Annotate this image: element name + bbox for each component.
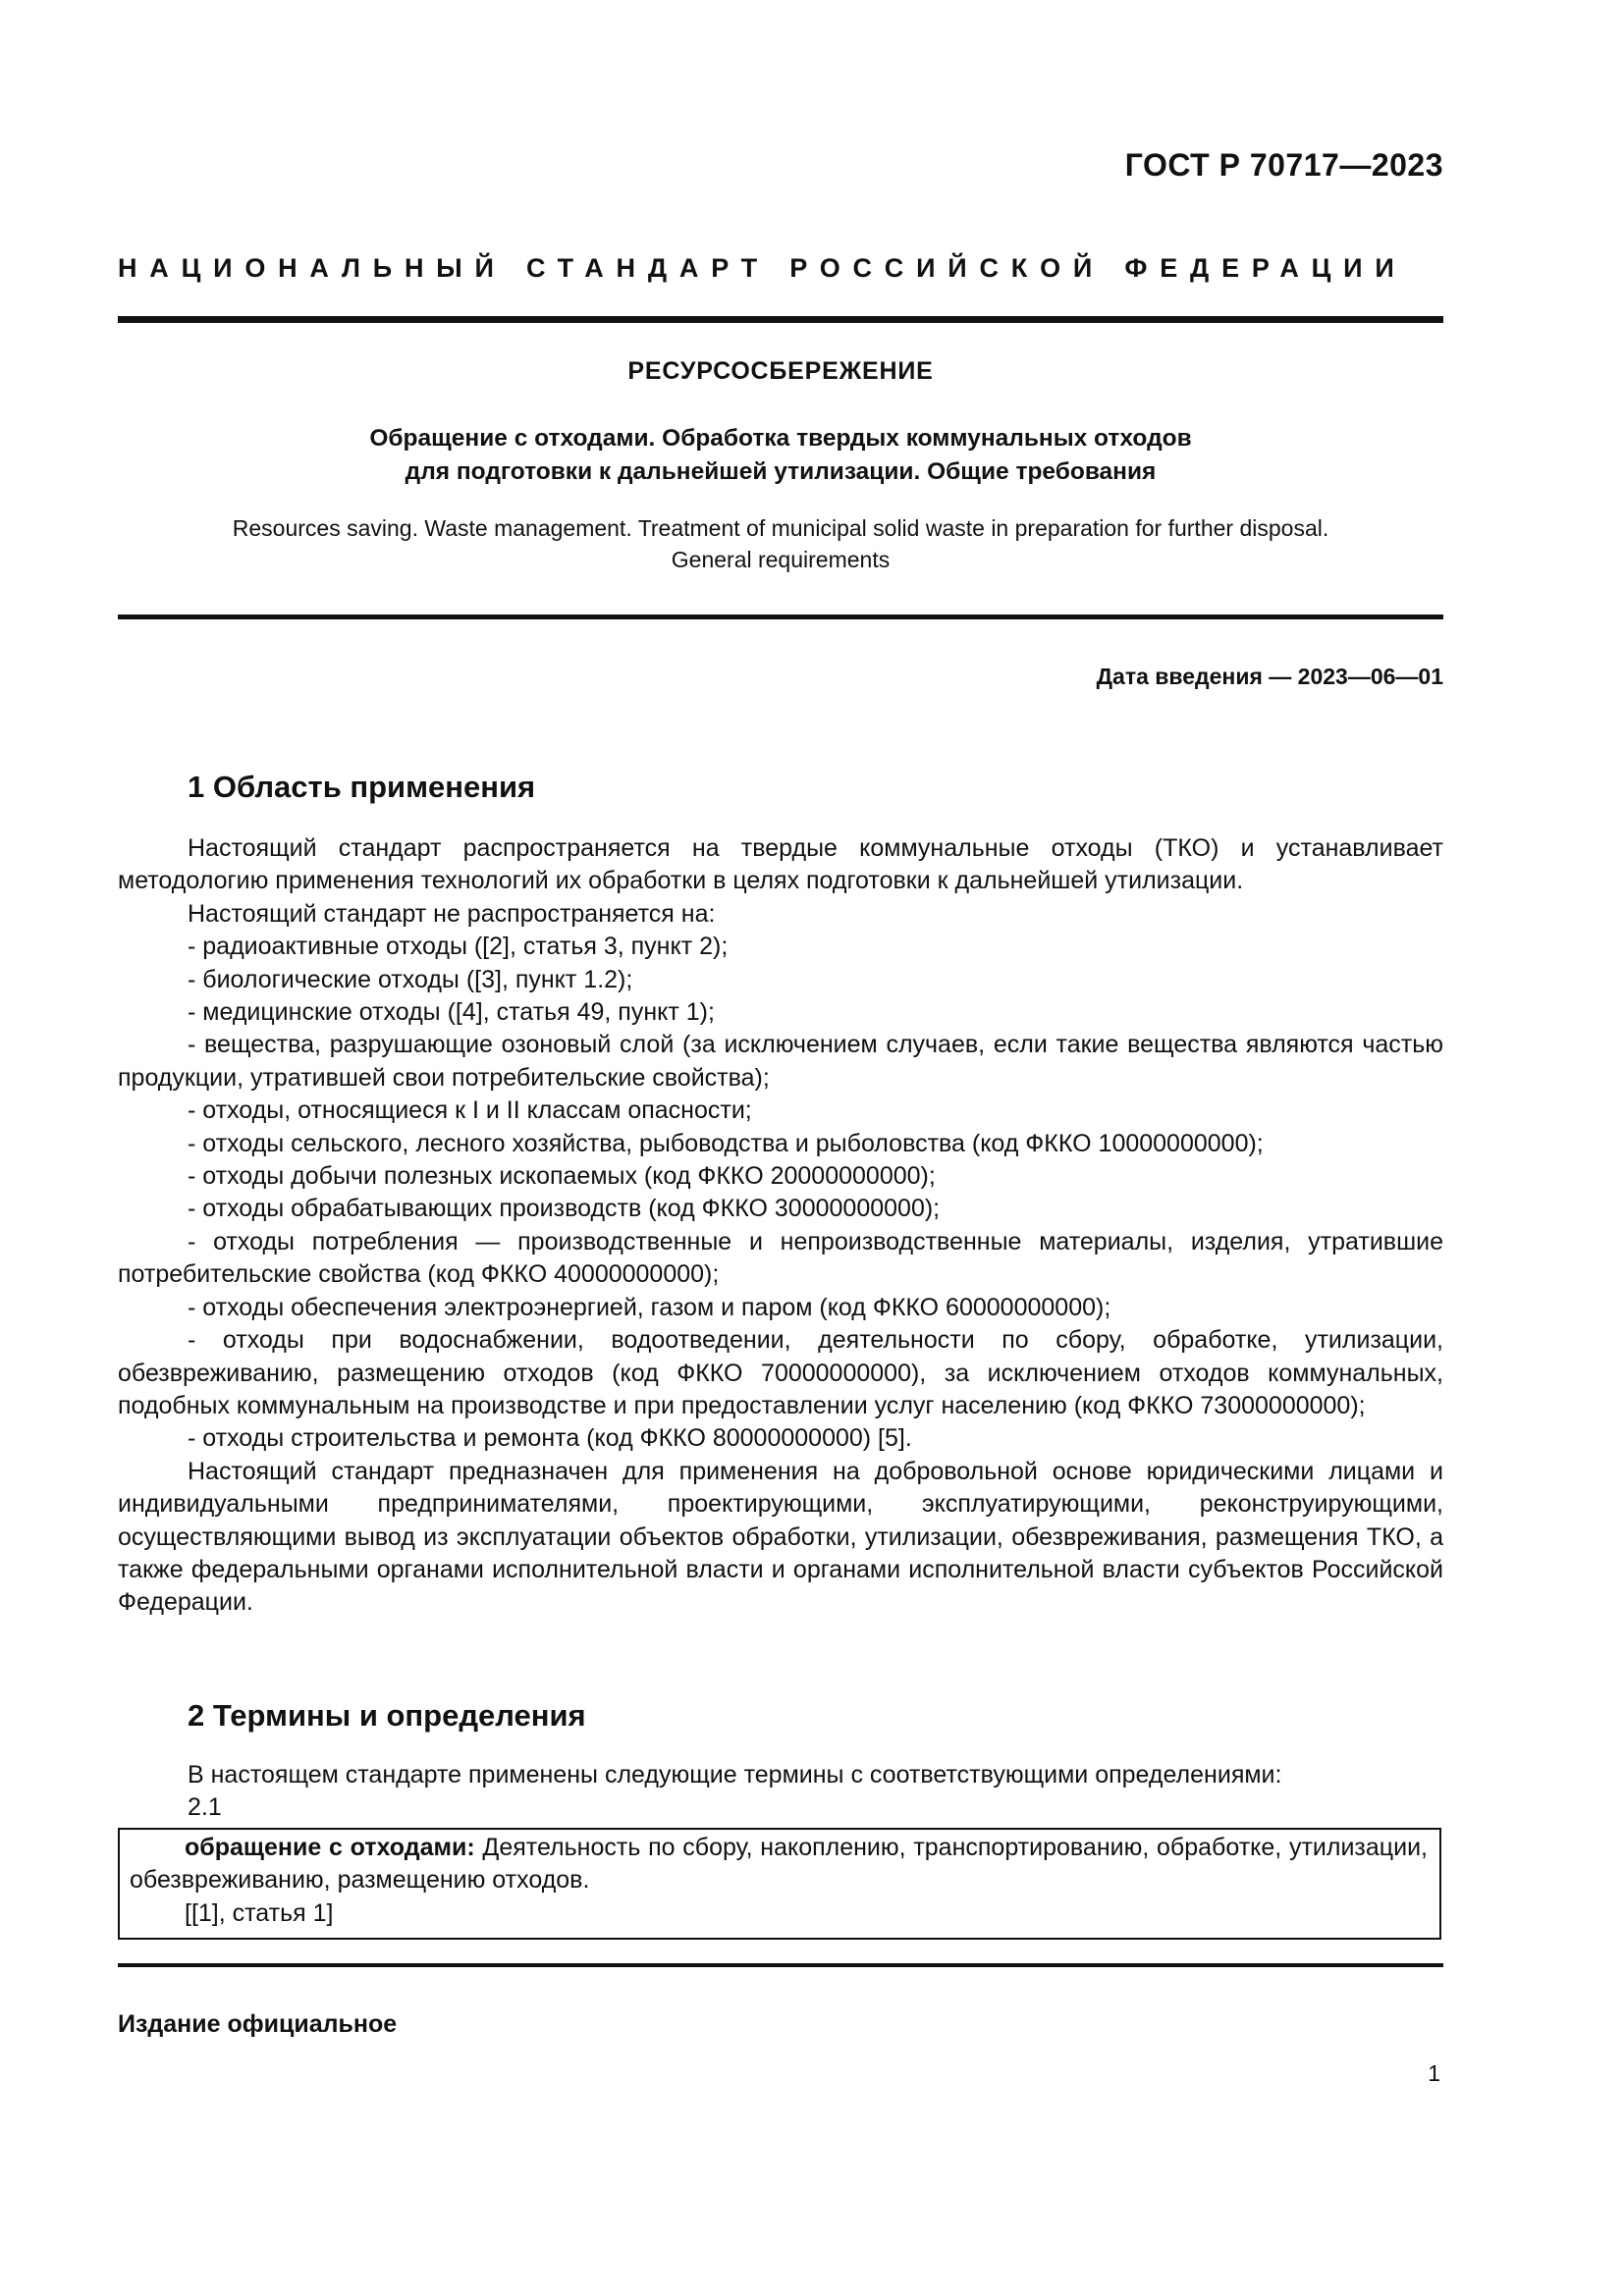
standard-number: ГОСТ Р 70717—2023 — [1124, 147, 1443, 183]
list-item: - отходы потребления — производственные и непроизводственные материалы, изделия, утратившие потребительские свойства (код ФККО 40000000000); — [118, 1227, 1443, 1289]
term-definition-content — [130, 1832, 1428, 1930]
paragraph: В настоящем стандарте применены следующие термины с соответствующими определениями: — [188, 1761, 1282, 1789]
term-label: обращение с отходами: — [185, 1834, 475, 1861]
footer-rule — [118, 1963, 1443, 1967]
paragraph: Настоящий стандарт распространяется на твердые коммунальные отходы (ТКО) и устанавливает методологию применения технологий их обработки в целях подготовки к дальнейшей утилизации. — [118, 834, 1443, 895]
top-rule — [118, 316, 1443, 323]
section-1-body — [118, 832, 1443, 1620]
term-definition — [130, 1832, 1428, 1897]
term-source: [[1], статья 1] — [185, 1898, 334, 1927]
document-title: РЕСУРСОСБЕРЕЖЕНИЕ — [627, 357, 934, 385]
paragraph: Настоящий стандарт не распространяется на: — [188, 899, 716, 928]
english-title-line-2: General requirements — [671, 547, 891, 572]
subtitle-line-2: для подготовки к дальнейшей утилизации. Общие требования — [405, 458, 1157, 485]
subtitle-line-1: Обращение с отходами. Обработка твердых коммунальных отходов — [369, 425, 1192, 452]
document-subtitle — [118, 422, 1443, 489]
list-item: - отходы обеспечения электроэнергией, газом и паром (код ФККО 60000000000); — [188, 1293, 1111, 1321]
list-item: - отходы сельского, лесного хозяйства, рыбоводства и рыболовства (код ФККО 10000000000); — [188, 1129, 1264, 1157]
english-title-line-1: Resources saving. Waste management. Treatment of municipal solid waste in preparation for further disposal. — [232, 515, 1329, 541]
title-bottom-rule — [118, 614, 1443, 619]
term-number: 2.1 — [188, 1793, 222, 1822]
list-item: - биологические отходы ([3], пункт 1.2); — [188, 965, 633, 993]
page-number: 1 — [1428, 2060, 1440, 2086]
english-title — [118, 512, 1443, 575]
list-item: - отходы обрабатывающих производств (код ФККО 30000000000); — [188, 1195, 941, 1223]
section-2-heading: 2 Термины и определения — [188, 1698, 586, 1733]
section-1-heading: 1 Область применения — [188, 770, 536, 804]
list-item: - медицинские отходы ([4], статья 49, пункт 1); — [188, 998, 715, 1027]
term-definition-box — [118, 1828, 1441, 1940]
section-2-intro — [118, 1759, 1443, 1825]
list-item: - радиоактивные отходы ([2], статья 3, пункт 2); — [188, 933, 729, 961]
list-item: - отходы, относящиеся к I и II классам опасности; — [188, 1096, 752, 1125]
list-item: - отходы добычи полезных ископаемых (код ФККО 20000000000); — [188, 1162, 936, 1191]
official-edition-label: Издание официальное — [118, 2010, 398, 2038]
paragraph: Настоящий стандарт предназначен для применения на добровольной основе юридическими лицами и индивидуальными предпринимателями, проектирующими, эксплуатирующими, реконструирующими, осуществляющими вывод из эксплуатации объектов обработки, утилизации, обезвреживания, размещения ТКО, а также федеральными органами исполнительной власти и органами исполнительной власти субъектов Российской Федерации. — [118, 1457, 1443, 1617]
list-item: - отходы строительства и ремонта (код ФККО 80000000000) [5]. — [188, 1424, 912, 1453]
list-item: - отходы при водоснабжении, водоотведении, деятельности по сбору, обработке, утилизации, обезвреживанию, размещению отходов (код ФККО 70000000000), за исключением отходов коммунальных, подобных коммунальным на производстве и при предоставлении услуг населению (код ФККО 73000000000); — [118, 1326, 1443, 1419]
list-item: - вещества, разрушающие озоновый слой (за исключением случаев, если такие вещества являются частью продукции, утратившей свои потребительские свойства); — [118, 1031, 1443, 1092]
national-standard-banner: НАЦИОНАЛЬНЫЙ СТАНДАРТ РОССИЙСКОЙ ФЕДЕРАЦИИ — [118, 253, 1407, 283]
intro-date: Дата введения — 2023—06—01 — [1096, 664, 1443, 689]
term-text: Деятельность по сбору, накоплению, транспортированию, обработке, утилизации, обезвреживанию, размещению отходов. — [130, 1834, 1428, 1895]
